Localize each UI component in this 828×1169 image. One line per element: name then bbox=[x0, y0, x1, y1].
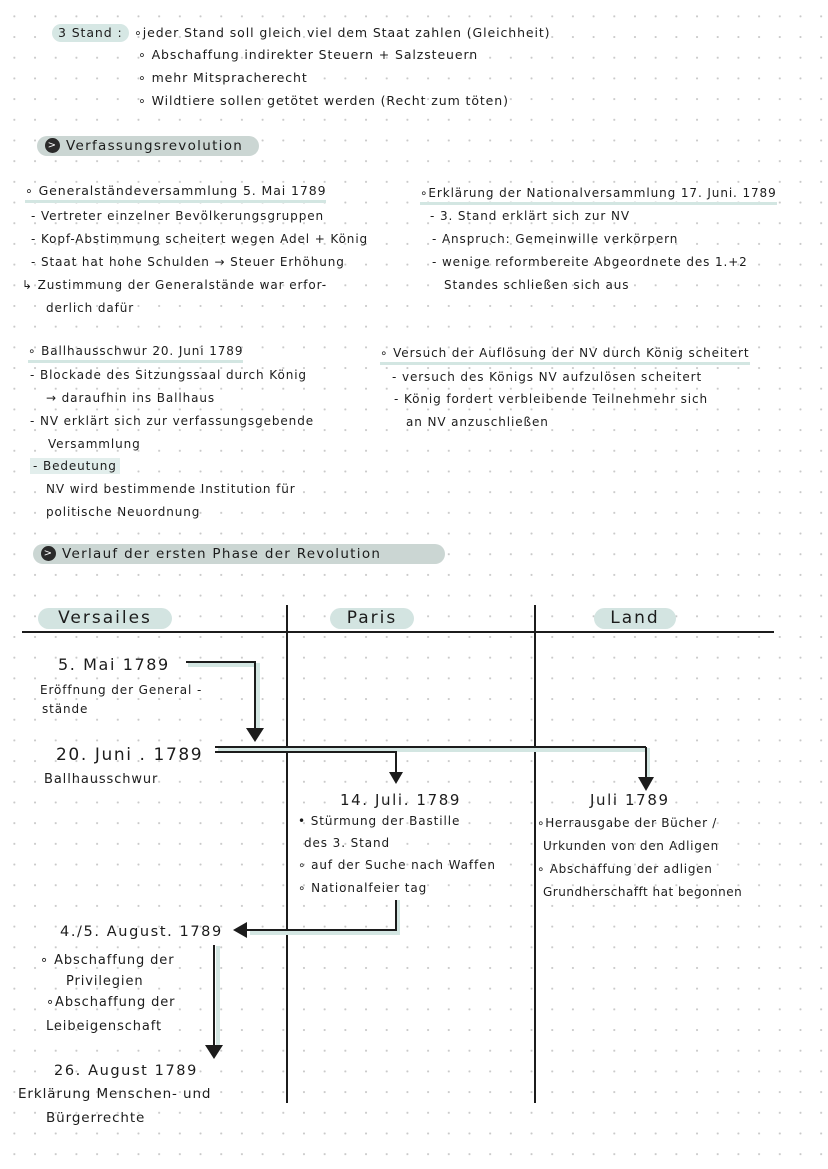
aufloesung-line-3: an NV anzuschließen bbox=[406, 415, 549, 429]
paris-line-4: ∘ Nationalfeier tag bbox=[298, 881, 428, 895]
august4-line-2: Privilegien bbox=[66, 974, 144, 989]
land-line-3: ∘ Abschaffung der adligen bbox=[537, 862, 713, 876]
ballhausschwur-bedeutung-label: - Bedeutung bbox=[30, 458, 120, 474]
ballhausschwur-bedeutung-2: politische Neuordnung bbox=[46, 505, 201, 519]
ballhausschwur-title: ∘ Ballhausschwur 20. Juni 1789 bbox=[28, 343, 243, 363]
ballhausschwur-line-1: - Blockade des Sitzungssaal durch König bbox=[30, 368, 307, 382]
paris-line-2: des 3. Stand bbox=[304, 836, 391, 850]
august26-date: 26. August 1789 bbox=[54, 1063, 198, 1079]
land-line-1: ∘Herrausgabe der Bücher / bbox=[537, 816, 718, 830]
mai-line-1: Eröffnung der General - bbox=[40, 683, 203, 697]
generalstaende-line-1: - Vertreter einzelner Bevölkerungsgruppen bbox=[31, 209, 324, 223]
erklaerung-nv-line-4: Standes schließen sich aus bbox=[444, 278, 630, 292]
paris-line-1: • Stürmung der Bastille bbox=[298, 814, 461, 828]
land-line-4: Grundherschafft hat begonnen bbox=[543, 885, 743, 899]
august26-line-2: Bürgerrechte bbox=[46, 1110, 146, 1126]
generalstaende-line-2: - Kopf-Abstimmung scheitert wegen Adel + König bbox=[31, 232, 369, 246]
column-header-paris: Paris bbox=[330, 608, 414, 629]
aufloesung-line-2: - König fordert verbleibende Teilnehmehr sich bbox=[394, 392, 709, 406]
paris-line-3: ∘ auf der Suche nach Waffen bbox=[298, 858, 496, 872]
erklaerung-nv-line-1: - 3. Stand erklärt sich zur NV bbox=[430, 209, 630, 223]
aufloesung-title: ∘ Versuch der Auflösung der NV durch König scheitert bbox=[380, 345, 750, 365]
stand3-item-3: ∘ mehr Mitspracherecht bbox=[138, 70, 308, 85]
land-line-2: Urkunden von den Adligen bbox=[543, 839, 719, 853]
generalstaende-title: ∘ Generalständeversammlung 5. Mai 1789 bbox=[25, 183, 326, 203]
ballhausschwur-line-4: Versammlung bbox=[48, 437, 141, 451]
ballhausschwur-line-3: - NV erklärt sich zur verfassungsgebende bbox=[30, 414, 314, 428]
erklaerung-nv-line-2: - Anspruch: Gemeinwille verkörpern bbox=[432, 232, 679, 246]
generalstaende-line-4: ↳ Zustimmung der Generalstände war erfor- bbox=[22, 278, 327, 292]
stand3-item-1: ∘jeder Stand soll gleich viel dem Staat zahlen (Gleichheit) bbox=[134, 25, 551, 40]
stand3-item-4: ∘ Wildtiere sollen getötet werden (Recht zum töten) bbox=[138, 93, 509, 108]
stand3-item-2: ∘ Abschaffung indirekter Steuern + Salzsteuern bbox=[138, 47, 479, 62]
erklaerung-nv-title: ∘Erklärung der Nationalversammlung 17. Juni. 1789 bbox=[420, 185, 777, 205]
juni-date: 20. Juni . 1789 bbox=[56, 745, 204, 765]
land-date: Juli 1789 bbox=[590, 791, 670, 809]
august4-line-1: ∘ Abschaffung der bbox=[40, 953, 175, 968]
mai-line-2: stände bbox=[42, 702, 89, 716]
ballhausschwur-bedeutung-1: NV wird bestimmende Institution für bbox=[46, 482, 296, 496]
chevron-right-icon: > bbox=[45, 138, 60, 153]
generalstaende-line-5: derlich dafür bbox=[46, 301, 135, 315]
column-header-versailles: Versailes bbox=[38, 608, 172, 629]
ballhausschwur-line-2: → daraufhin ins Ballhaus bbox=[46, 391, 215, 405]
juni-line-1: Ballhausschwur bbox=[44, 772, 159, 787]
chevron-right-icon: > bbox=[41, 546, 56, 561]
aufloesung-line-1: - versuch des Königs NV aufzulösen scheitert bbox=[392, 370, 703, 384]
mai-date: 5. Mai 1789 bbox=[58, 655, 170, 674]
section-title: Verlauf der ersten Phase der Revolution bbox=[62, 546, 382, 562]
stand3-label: 3 Stand : bbox=[52, 24, 129, 42]
august26-line-1: Erklärung Menschen- und bbox=[18, 1086, 212, 1102]
august4-line-3: ∘Abschaffung der bbox=[46, 995, 176, 1010]
august4-line-4: Leibeigenschaft bbox=[46, 1019, 163, 1034]
erklaerung-nv-line-3: - wenige reformbereite Abgeordnete des 1.+2 bbox=[432, 255, 748, 269]
paris-date: 14. Juli. 1789 bbox=[340, 791, 461, 809]
generalstaende-line-3: - Staat hat hohe Schulden → Steuer Erhöhung bbox=[31, 255, 345, 269]
section-title: Verfassungsrevolution bbox=[66, 138, 244, 154]
column-header-land: Land bbox=[594, 608, 676, 629]
august4-date: 4./5. August. 1789 bbox=[60, 924, 223, 940]
